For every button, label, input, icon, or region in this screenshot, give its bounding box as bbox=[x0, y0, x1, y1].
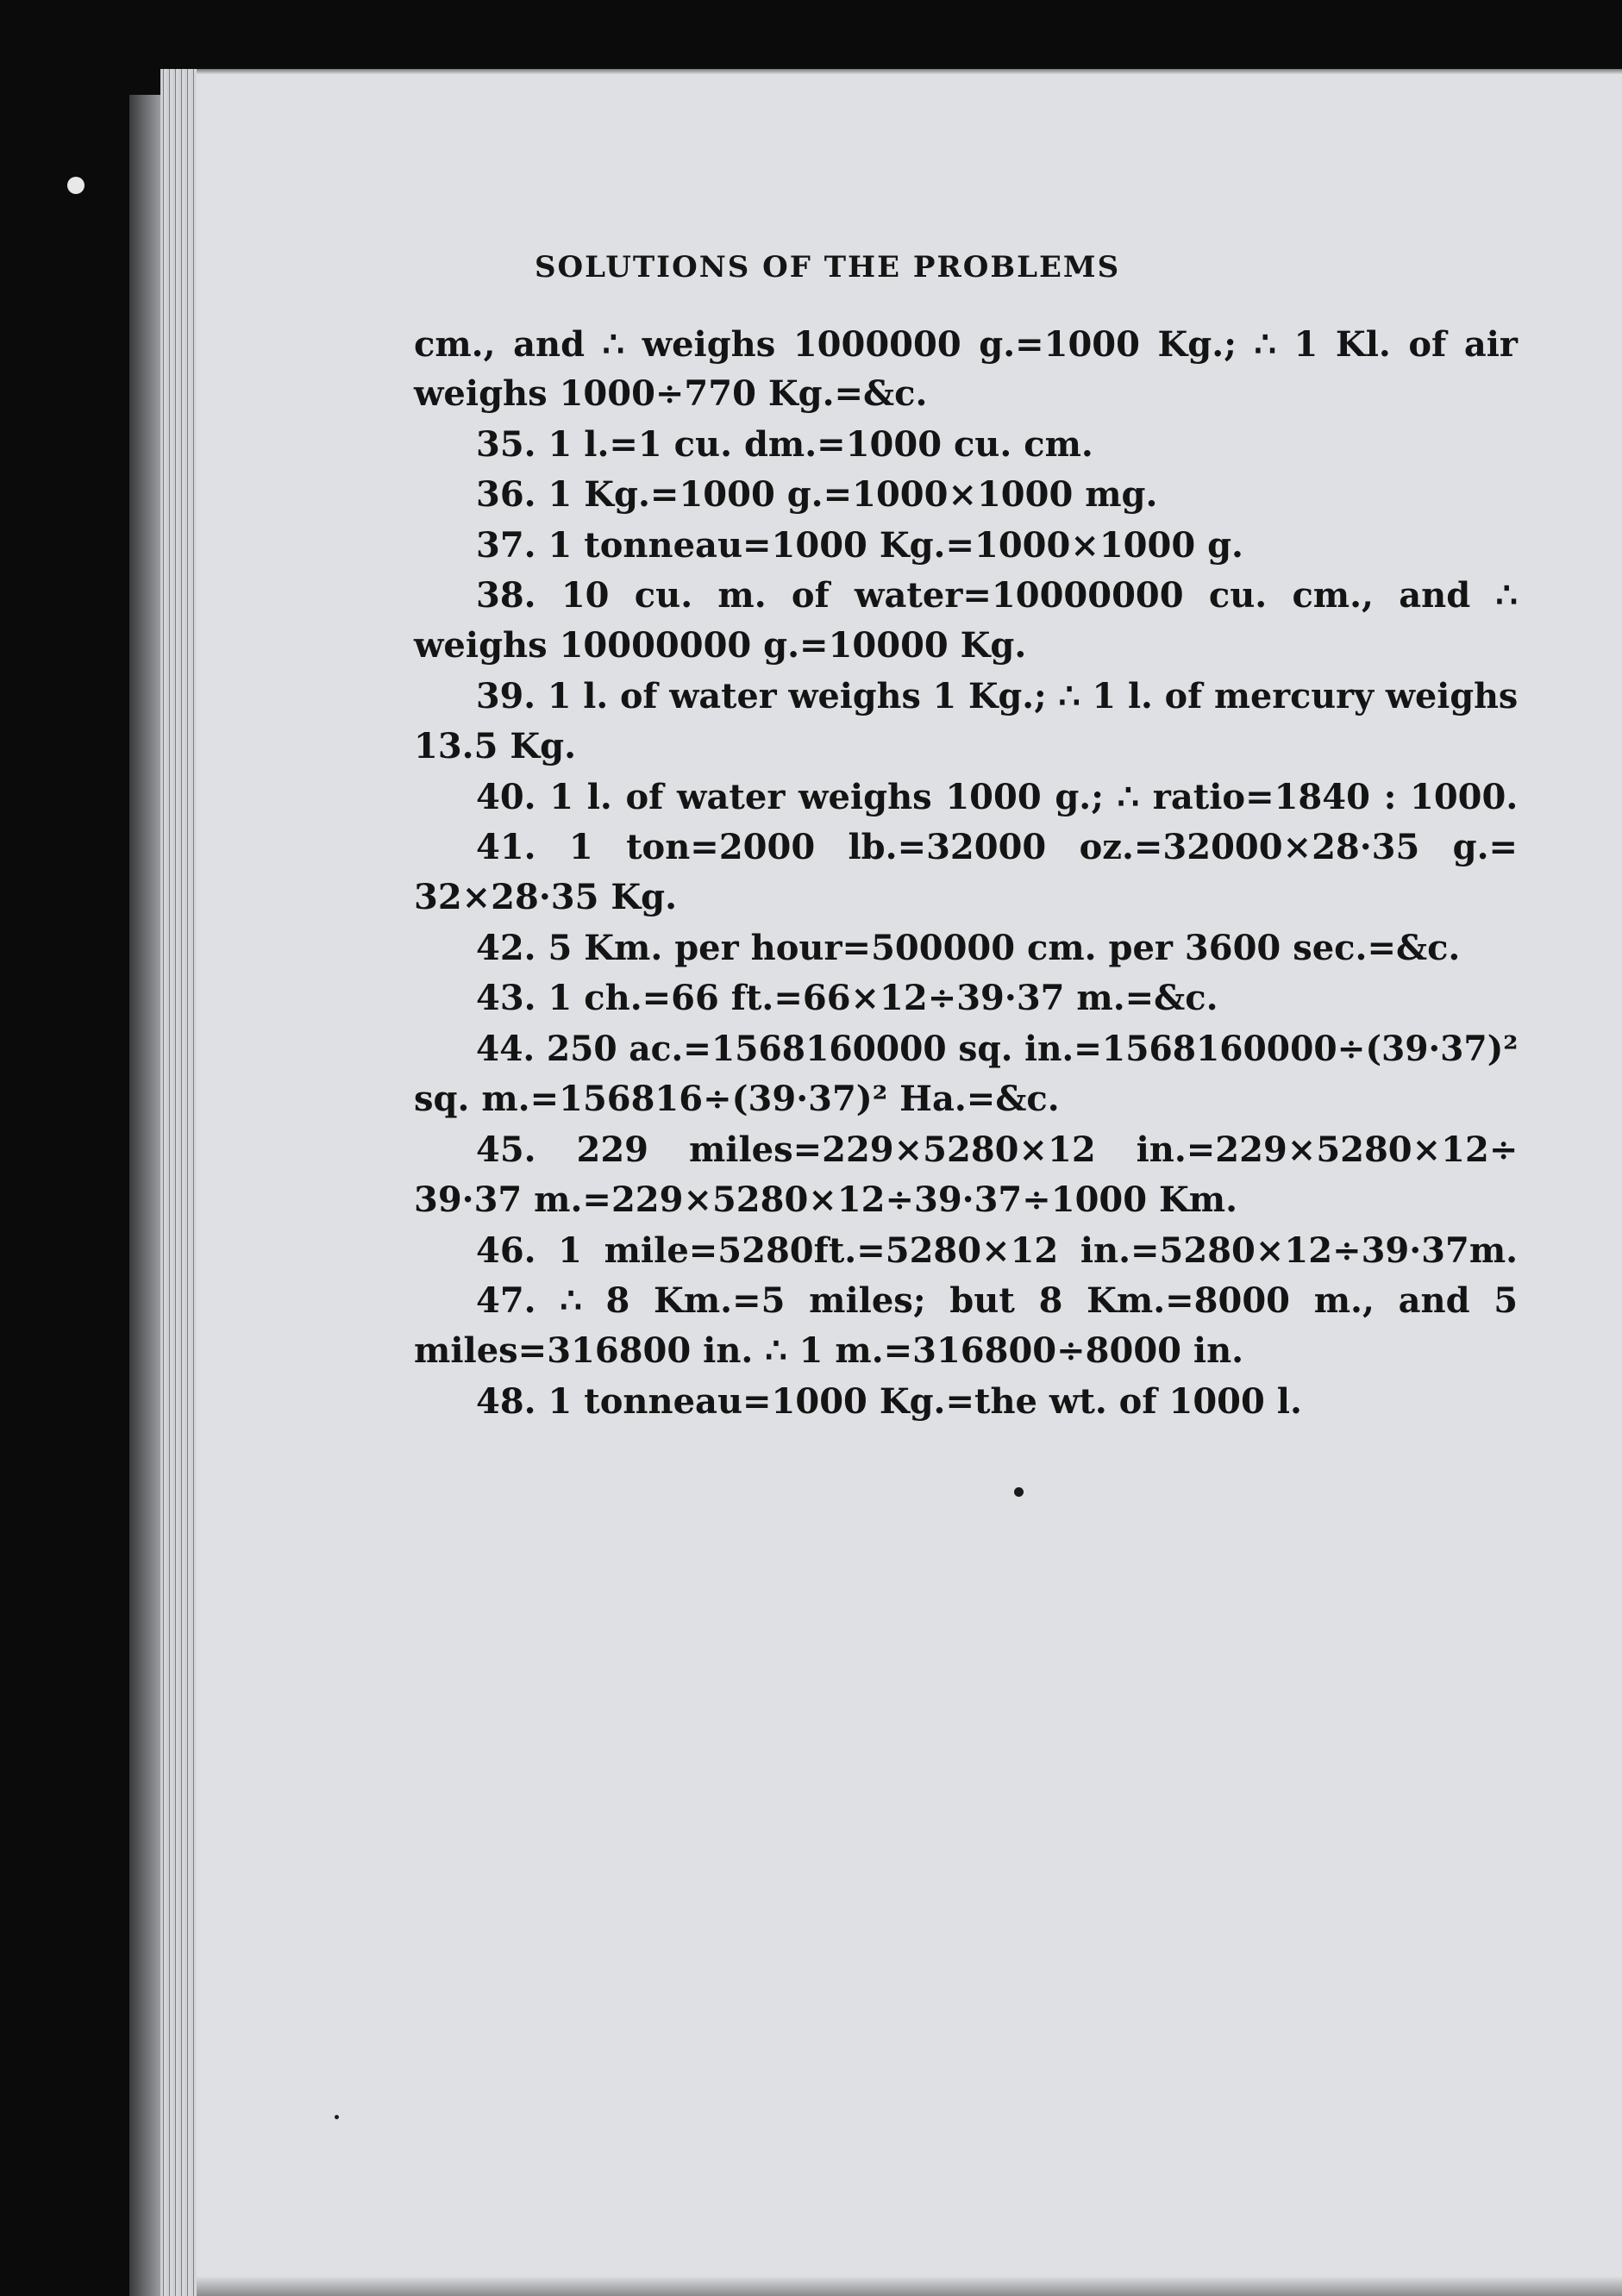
solution-41-cont: 32×28·35 Kg. bbox=[414, 877, 678, 917]
solution-45-cont: 39·37 m.=229×5280×12÷39·37÷1000 Km. bbox=[414, 1179, 1238, 1220]
solution-41: 41. 1 ton=2000 lb.=32000 oz.=32000×28·35 g.= bbox=[476, 827, 1519, 867]
text-line-1: cm., and ∴ weighs 1000000 g.=1000 Kg.; ∴ 1 Kl. of air bbox=[414, 324, 1519, 365]
page-edges bbox=[160, 69, 197, 2296]
solution-35: 35. 1 l.=1 cu. dm.=1000 cu. cm. bbox=[476, 424, 1093, 465]
solution-39: 39. 1 l. of water weighs 1 Kg.; ∴ 1 l. of mercury weighs bbox=[476, 676, 1519, 716]
solution-47: 47. ∴ 8 Km.=5 miles; but 8 Km.=8000 m., and 5 bbox=[476, 1280, 1519, 1321]
solution-46: 46. 1 mile=5280ft.=5280×12 in.=5280×12÷39·37m. bbox=[476, 1230, 1519, 1271]
solution-36: 36. 1 Kg.=1000 g.=1000×1000 mg. bbox=[476, 474, 1158, 515]
solution-45: 45. 229 miles=229×5280×12 in.=229×5280×12÷ bbox=[476, 1129, 1519, 1170]
page-bottom-edge bbox=[197, 2277, 1622, 2296]
solution-38: 38. 10 cu. m. of water=10000000 cu. cm., and ∴ bbox=[476, 575, 1518, 616]
solution-38-cont: weighs 10000000 g.=10000 Kg. bbox=[414, 625, 1027, 666]
solution-43: 43. 1 ch.=66 ft.=66×12÷39·37 m.=&c. bbox=[476, 978, 1218, 1018]
ink-speck bbox=[335, 2115, 339, 2119]
book-spine-shadow bbox=[129, 95, 160, 2296]
solution-47-cont: miles=316800 in. ∴ 1 m.=316800÷8000 in. bbox=[414, 1330, 1244, 1371]
solution-42: 42. 5 Km. per hour=500000 cm. per 3600 sec.=&c. bbox=[476, 928, 1461, 968]
solution-48: 48. 1 tonneau=1000 Kg.=the wt. of 1000 l. bbox=[476, 1381, 1302, 1422]
solution-37: 37. 1 tonneau=1000 Kg.=1000×1000 g. bbox=[476, 525, 1243, 566]
solution-40: 40. 1 l. of water weighs 1000 g.; ∴ ratio=1840 : 1000. bbox=[476, 777, 1519, 817]
text-line-2: weighs 1000÷770 Kg.=&c. bbox=[414, 373, 928, 414]
scan-artifact bbox=[67, 177, 85, 194]
running-header: SOLUTIONS OF THE PROBLEMS bbox=[535, 250, 1121, 285]
ink-speck bbox=[1014, 1487, 1024, 1497]
solution-39-cont: 13.5 Kg. bbox=[414, 726, 577, 766]
solution-44: 44. 250 ac.=1568160000 sq. in.=1568160000÷(39·37)² bbox=[476, 1029, 1519, 1069]
solution-44-cont: sq. m.=156816÷(39·37)² Ha.=&c. bbox=[414, 1079, 1060, 1119]
page-top-edge bbox=[197, 69, 1622, 74]
